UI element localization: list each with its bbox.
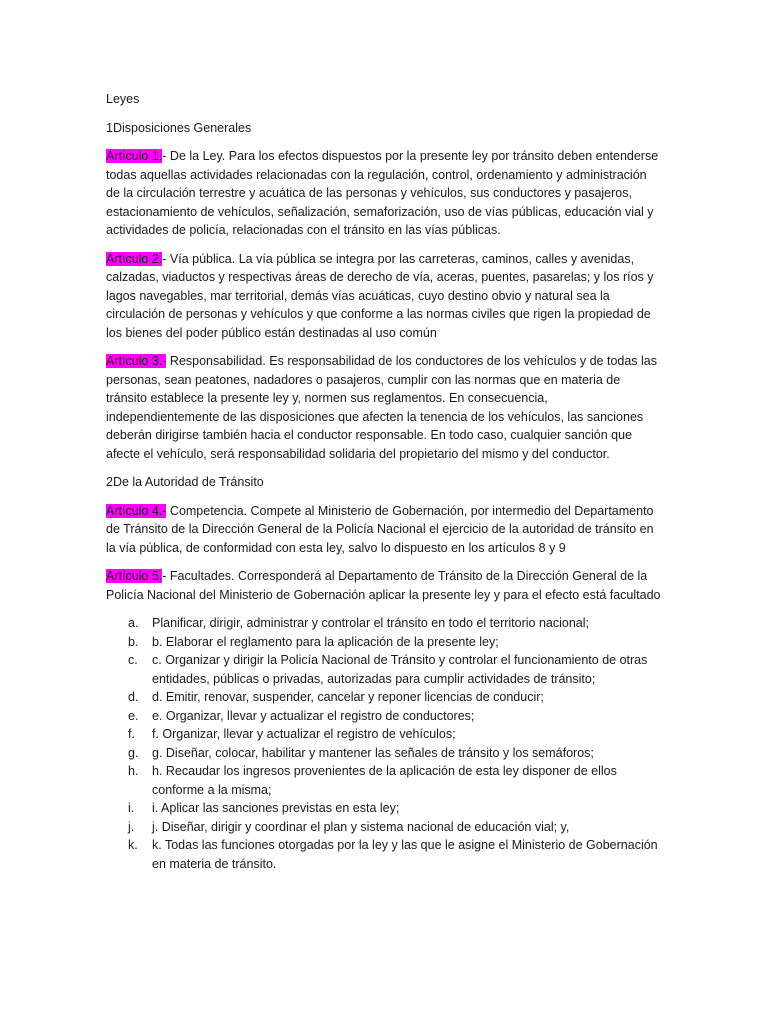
list-item-text: i. Aplicar las sanciones previstas en esta ley; <box>152 801 400 815</box>
article-1-text: - De la Ley. Para los efectos dispuestos por la presente ley por tránsito deben entenderse todas aquellas actividades relacionadas con la regulación, control, ordenamiento y administración de la circulación terrestre y acuática de las personas y vehículos, sus conductores y pasajeros, estacionamiento de vehículos, señalización, semaforización, uso de vías públicas, educación vial y actividades de policía, relacionadas con el tránsito en las vías públicas. <box>106 149 659 237</box>
list-item <box>106 651 662 688</box>
list-item-text: h. Recaudar los ingresos provenientes de la aplicación de esta ley disponer de ellos conforme a la misma; <box>152 764 617 797</box>
list-item-text: e. Organizar, llevar y actualizar el registro de conductores; <box>152 708 475 723</box>
article-2 <box>106 250 662 343</box>
article-4-text: Competencia. Compete al Ministerio de Gobernación, por intermedio del Departamento de Tránsito de la Dirección General de la Policía Nacional el ejercicio de la autoridad de tránsito en la vía pública, de conformidad con esta ley, salvo lo dispuesto en los artículos 8 y 9 <box>106 503 654 555</box>
list-marker: f. <box>128 727 135 741</box>
article-3-label: Artículo 3.- <box>106 354 167 368</box>
list-item-text: g. Diseñar, colocar, habilitar y mantener las señales de tránsito y los semáforos; <box>152 745 594 760</box>
article-4-label: Artículo 4.- <box>106 503 167 518</box>
list-item-text: b. Elaborar el reglamento para la aplicación de la presente ley; <box>152 634 499 649</box>
article-3 <box>106 352 662 463</box>
list-item-text: k. Todas las funciones otorgadas por la ley y las que le asigne el Ministerio de Gobernación en materia de tránsito. <box>152 838 658 871</box>
list-marker: e. <box>128 708 139 723</box>
section-heading-2: 2De la Autoridad de Tránsito <box>106 475 264 489</box>
list-marker: c. <box>128 653 138 667</box>
article-5 <box>106 567 662 604</box>
section-heading-1: 1Disposiciones Generales <box>106 120 252 135</box>
article-5-label: Artículo 5. <box>106 569 163 583</box>
list-item <box>106 762 662 799</box>
article-5-text: - Facultades. Corresponderá al Departamento de Tránsito de la Dirección General de la Policía Nacional del Ministerio de Gobernación aplicar la presente ley y para el efecto está facultado <box>106 569 661 602</box>
list-marker: h. <box>128 764 139 778</box>
list-marker: k. <box>128 838 138 852</box>
article-2-text: - Vía pública. La vía pública se integra por las carreteras, caminos, calles y avenidas, calzadas, viaductos y respectivas áreas de derecho de vía, aceras, puentes, pasarelas; y los ríos y lagos navegables, mar territorial, demás vías acuáticas, cuyo destino obvio y natural sea la circulación de personas y vehículos y que conforme a las normas civiles que rigen la propiedad de los bienes del poder público están destinadas al uso común <box>106 251 654 340</box>
list-item <box>106 633 662 652</box>
list-item-text: f. Organizar, llevar y actualizar el registro de vehículos; <box>152 727 456 741</box>
article-1 <box>106 147 662 240</box>
list-item <box>106 836 662 873</box>
list-item <box>106 688 662 707</box>
list-item <box>106 744 662 763</box>
list-item <box>106 725 662 744</box>
list-item-text: j. Diseñar, dirigir y coordinar el plan y sistema nacional de educación vial; y, <box>152 819 570 834</box>
list-item-text: Planificar, dirigir, administrar y controlar el tránsito en todo el territorio nacional; <box>152 616 590 630</box>
list-item-text: d. Emitir, renovar, suspender, cancelar y reponer licencias de conducir; <box>152 690 544 704</box>
list-item <box>106 818 662 837</box>
list-item <box>106 707 662 726</box>
document-title: Leyes <box>106 92 140 106</box>
list-marker: j. <box>128 819 135 834</box>
article-1-label: Artículo 1. <box>106 149 163 163</box>
article-2-label: Artículo 2. <box>106 251 163 266</box>
list-item <box>106 614 662 633</box>
article-4 <box>106 502 662 558</box>
list-item <box>106 799 662 818</box>
list-marker: b. <box>128 634 139 649</box>
list-marker: a. <box>128 616 139 630</box>
document-page <box>106 90 662 873</box>
list-marker: g. <box>128 745 139 760</box>
list-marker: i. <box>128 801 135 815</box>
list-marker: d. <box>128 690 139 704</box>
list-item-text: c. Organizar y dirigir la Policía Nacional de Tránsito y controlar el funcionamiento de otras entidades, públicas o privadas, autorizadas para cumplir actividades de tránsito; <box>152 653 648 686</box>
faculties-list <box>106 614 662 873</box>
article-3-text: Responsabilidad. Es responsabilidad de los conductores de los vehículos y de todas las personas, sean peatones, nadadores o pasajeros, cumplir con las normas que en materia de tránsito establece la presente ley y, normen sus reglamentos. En consecuencia, independientemente de las disposiciones que afecten la tenencia de los vehículos, las sanciones deberán dirigirse también hacia el conductor responsable. En todo caso, cualquier sanción que afecte el vehículo, será responsabilidad solidaria del propietario del mismo y del conductor. <box>106 354 658 461</box>
